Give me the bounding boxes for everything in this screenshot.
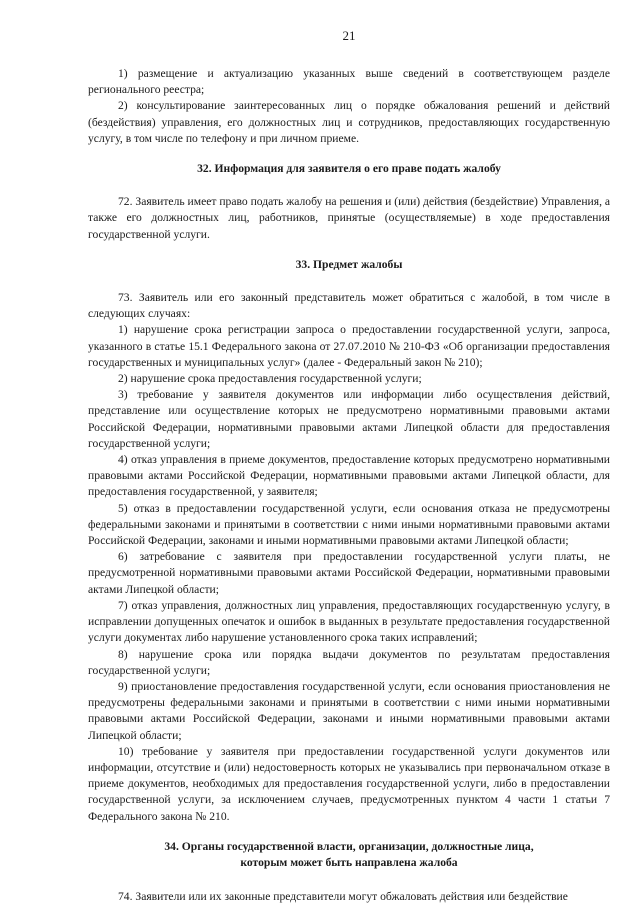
list-item: 2) нарушение срока предоставления государственной услуги; — [118, 372, 422, 386]
list-item: 9) приостановление предоставления государственной услуги, если основания приостановления не предусмотрены федеральными законами и принятыми в соответствии с ними иными нормативными правовыми актами Российской Федерации, законами и иными нормативными правовыми актами Липецкой области; — [88, 679, 610, 742]
section-heading-34-line2: которым может быть направлена жалоба — [240, 855, 458, 869]
document-page — [88, 28, 610, 905]
section-heading-32: 32. Информация для заявителя о его праве подать жалобу — [197, 162, 501, 176]
list-item: 10) требование у заявителя при предоставлении государственной услуги документов или информации, отсутствие и (или) недостоверность которых не указывались при первоначальном отказе в приеме документов, необходимых для предоставления государственной услуги, либо в предоставлении государственной услуги, за исключением случаев, предусмотренных пунктом 4 части 1 статьи 7 Федерального закона № 210. — [88, 744, 610, 823]
list-item: 7) отказ управления, должностных лиц управления, предоставляющих государственную услугу, в исправлении допущенных опечаток и ошибок в выданных в результате предоставления государственной услуги документах либо нарушение установленного срока таких исправлений; — [88, 598, 610, 645]
section-heading-34 — [88, 839, 610, 871]
paragraph: 1) размещение и актуализацию указанных выше сведений в соответствующем разделе регионального реестра; — [88, 67, 610, 97]
paragraph: 73. Заявитель или его законный представитель может обратиться с жалобой, в том числе в следующих случаях: — [88, 291, 610, 321]
list-item: 8) нарушение срока или порядка выдачи документов по результатам предоставления государственной услуги; — [88, 647, 610, 677]
list-item: 6) затребование с заявителя при предоставлении государственной услуги платы, не предусмотренной нормативными правовыми актами Российской Федерации, нормативными правовыми актами Липецкой области; — [88, 550, 610, 596]
list-item: 1) нарушение срока регистрации запроса о предоставлении государственной услуги, запроса, указанного в статье 15.1 Федерального закона от 27.07.2010 № 210-ФЗ «Об организации предоставления государственных и муниципальных услуг» (далее - Федеральный закон № 210); — [88, 323, 610, 369]
list-item: 4) отказ управления в приеме документов, предоставление которых предусмотрено нормативными правовыми актами Российской Федерации, нормативными правовыми актами Липецкой области, для предоставления государственной, у заявителя; — [88, 453, 610, 499]
list-item: 3) требование у заявителя документов или информации либо осуществления действий, представление или осуществление которых не предусмотрено нормативными правовыми актами Российской Федерации, нормативными правовыми актами Липецкой области для предоставления государственной услуги; — [88, 388, 610, 450]
paragraph: 72. Заявитель имеет право подать жалобу на решения и (или) действия (бездействие) Управления, а также его должностных лиц, работников, принятые (осуществляемые) в ходе предоставления государственной услуги. — [88, 195, 611, 241]
paragraph: 74. Заявители или их законные представители могут обжаловать действия или бездействие — [118, 890, 568, 904]
page-number: 21 — [342, 28, 356, 43]
list-item: 5) отказ в предоставлении государственной услуги, если основания отказа не предусмотрены федеральными законами и принятыми в соответствии с ними иными нормативными правовыми актами Российской Федерации, законами и иными нормативными правовыми актами Липецкой области; — [88, 501, 610, 548]
section-heading-33: 33. Предмет жалобы — [295, 257, 403, 271]
section-heading-34-line1: 34. Органы государственной власти, организации, должностные лица, — [164, 839, 534, 853]
paragraph: 2) консультирование заинтересованных лиц о порядке обжалования решений и действий (бездействия) управления, его должностных лиц и сотрудников, предоставляющих государственную услугу, в том числе по телефону и при личном приеме. — [88, 99, 610, 145]
